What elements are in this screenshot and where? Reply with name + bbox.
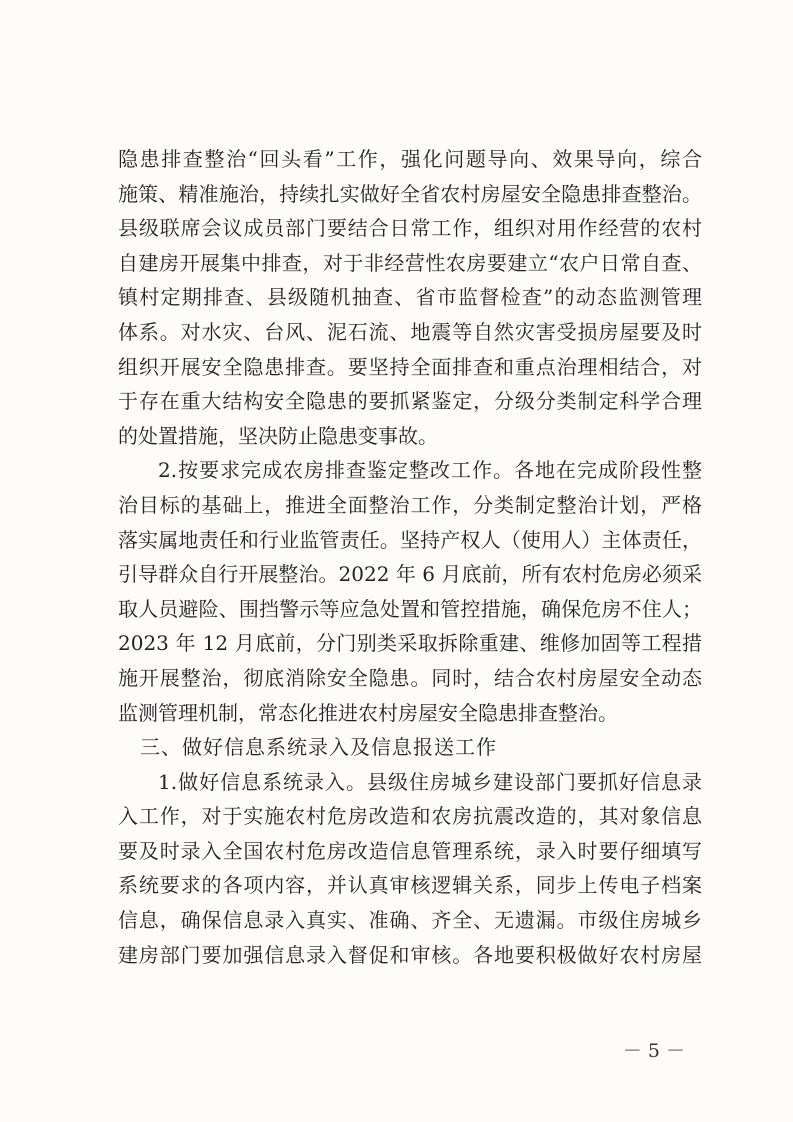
text-line: 组织开展安全隐患排查。要坚持全面排查和重点治理相结合，对: [118, 354, 702, 379]
text-line: 于存在重大结构安全隐患的要抓紧鉴定，分级分类制定科学合理: [118, 389, 702, 414]
text-line: 落实属地责任和行业监管责任。坚持产权人（使用人）主体责任，: [118, 527, 702, 552]
text-line: 自建房开展集中排查，对于非经营性农房要建立“农户日常自查、: [118, 250, 702, 275]
text-line: 体系。对水灾、台风、泥石流、地震等自然灾害受损房屋要及时: [118, 319, 702, 344]
text-line: 施策、精准施治，持续扎实做好全省农村房屋安全隐患排查整治。: [118, 181, 702, 206]
text-line: 的处置措施，坚决防止隐患变事故。: [118, 423, 438, 448]
section-heading: 三、做好信息系统录入及信息报送工作: [140, 735, 497, 760]
text-line: 县级联席会议成员部门要结合日常工作，组织对用作经营的农村: [118, 216, 702, 241]
text-line: 系统要求的各项内容，并认真审核逻辑关系，同步上传电子档案: [118, 873, 702, 898]
text-line: 监测管理机制，常态化推进农村房屋安全隐患排查整治。: [118, 700, 618, 725]
paragraph-start: 1.做好信息系统录入。县级住房城乡建设部门要抓好信息录: [158, 769, 702, 794]
text-line: 入工作，对于实施农村危房改造和农房抗震改造的，其对象信息: [118, 804, 702, 829]
text-line: 引导群众自行开展整治。2022 年 6 月底前，所有农村危房必须采: [118, 562, 702, 587]
text-line: 要及时录入全国农村危房改造信息管理系统，录入时要仔细填写: [118, 838, 702, 863]
text-line: 隐患排查整治“回头看”工作，强化问题导向、效果导向，综合: [118, 147, 702, 171]
text-line: 建房部门要加强信息录入督促和审核。各地要积极做好农村房屋: [118, 942, 702, 967]
text-line: 取人员避险、围挡警示等应急处置和管控措施，确保危房不住人；: [118, 596, 702, 621]
text-line: 信息，确保信息录入真实、准确、齐全、无遗漏。市级住房城乡: [118, 908, 702, 933]
text-line: 镇村定期排查、县级随机抽查、省市监督检查”的动态监测管理: [118, 285, 702, 310]
page-number: [0, 1036, 793, 1063]
body-text: [118, 142, 702, 972]
page-number-label: － 5 －: [622, 1040, 685, 1062]
text-line: 治目标的基础上，推进全面整治工作，分类制定整治计划，严格: [118, 492, 702, 517]
paragraph-start: 2.按要求完成农房排查鉴定整改工作。各地在完成阶段性整: [158, 458, 702, 483]
text-line: 2023 年 12 月底前，分门别类采取拆除重建、维修加固等工程措: [118, 631, 702, 656]
text-line: 施开展整治，彻底消除安全隐患。同时，结合农村房屋安全动态: [118, 665, 702, 690]
